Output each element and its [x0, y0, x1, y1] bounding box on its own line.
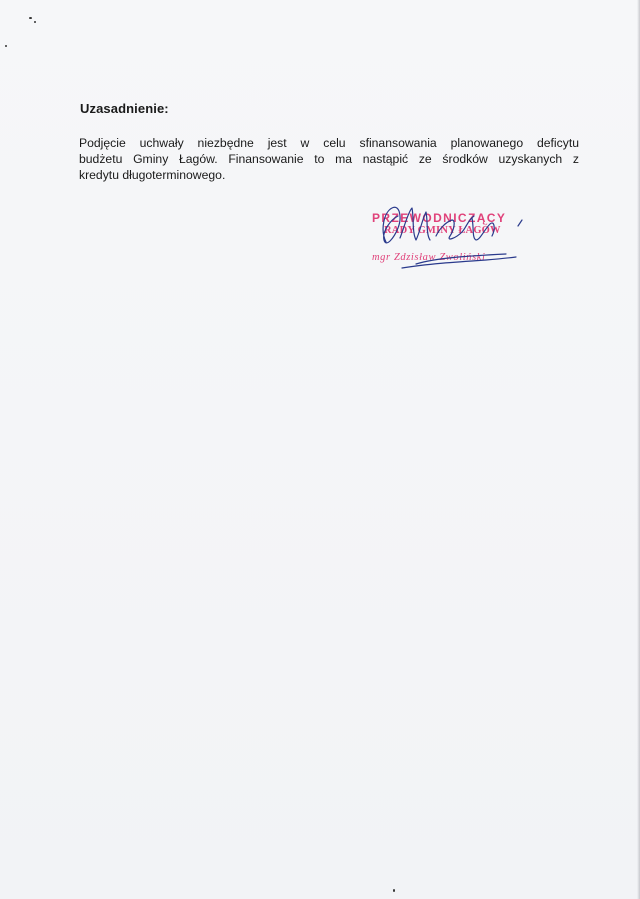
paragraph-line: Podjęcie uchwały niezbędne jest w celu sfinansowania planowanego deficytu [79, 136, 579, 150]
handwritten-signature [356, 198, 536, 288]
stamp-council: RADY GMINY ŁAGÓW [384, 225, 501, 236]
stamp-signatory: mgr Zdzisław Zwoliński [372, 252, 486, 263]
scan-speck [393, 889, 395, 892]
justification-paragraph [79, 135, 579, 183]
justification-heading: Uzasadnienie: [80, 101, 169, 116]
stamp-title: PRZEWODNICZĄCY [372, 211, 507, 225]
scan-speck [5, 45, 7, 47]
scan-speck [29, 17, 32, 19]
chairman-stamp [356, 198, 536, 288]
scan-speck [34, 21, 36, 23]
paragraph-line: kredytu długoterminowego. [79, 168, 226, 182]
paragraph-line: budżetu Gminy Łagów. Finansowanie to ma nastąpić ze środków uzyskanych z [79, 152, 579, 166]
